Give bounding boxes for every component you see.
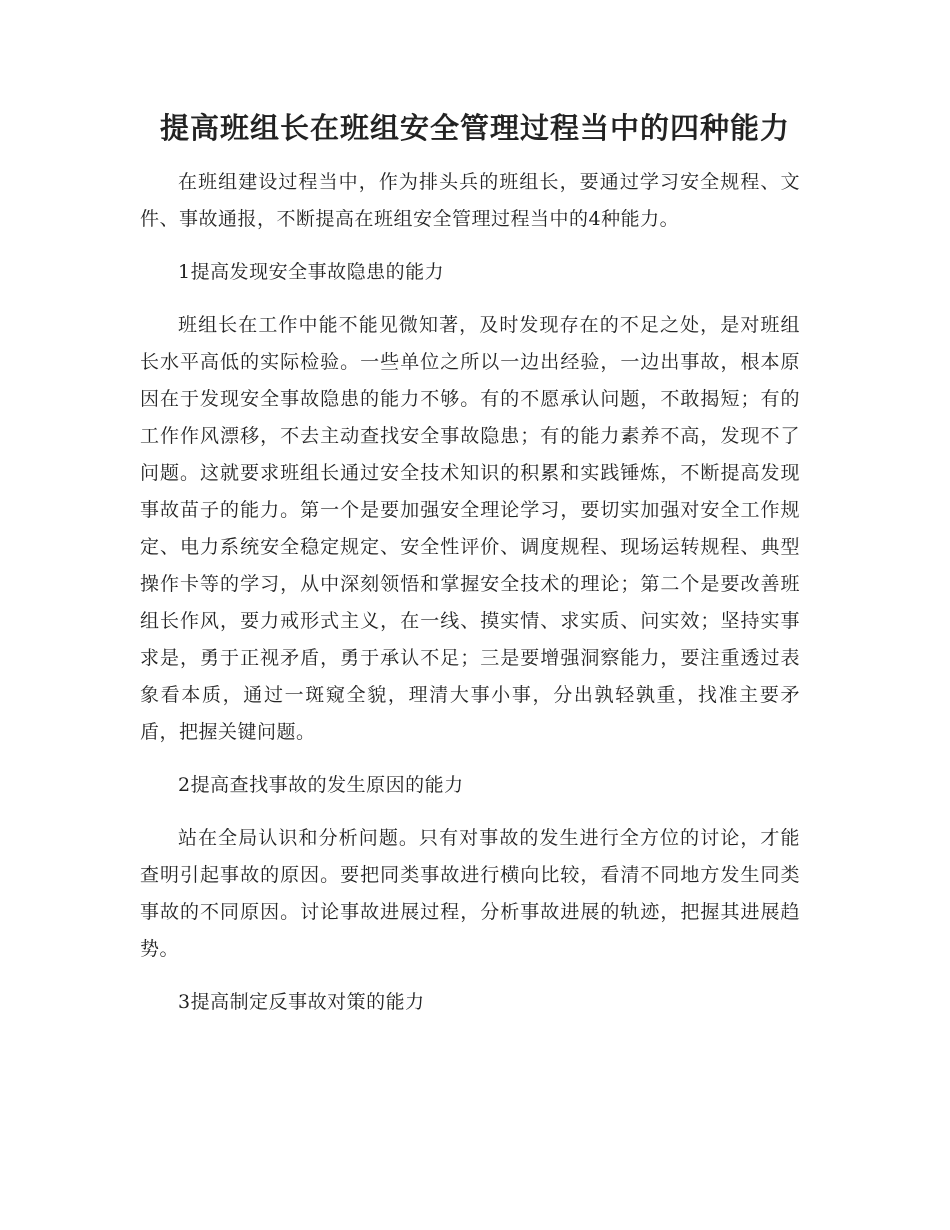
spacer [140, 751, 800, 767]
section-heading-3: 3提高制定反事故对策的能力 [178, 991, 425, 1013]
section-heading-1: 1提高发现安全事故隐患的能力 [178, 261, 445, 283]
intro-paragraph: 在班组建设过程当中，作为排头兵的班组长，要通过学习安全规程、文件、事故通报，不断提高在班组安全管理过程当中的4种能力。 [140, 171, 800, 230]
document-title: 提高班组长在班组安全管理过程当中的四种能力 [159, 111, 790, 145]
spacer [140, 238, 800, 254]
section-heading-2: 2提高查找事故的发生原因的能力 [178, 774, 464, 796]
section-body-2: 站在全局认识和分析问题。只有对事故的发生进行全方位的讨论，才能查明引起事故的原因。要把同类事故进行横向比较，看清不同地方发生同类事故的不同原因。讨论事故进展过程，分析事故进展的轨迹，把握其进展趋势。 [140, 827, 800, 960]
section-body-1: 班组长在工作中能不能见微知著，及时发现存在的不足之处，是对班组长水平高低的实际检验。一些单位之所以一边出经验，一边出事故，根本原因在于发现安全事故隐患的能力不够。有的不愿承认问题，不敢揭短；有的工作作风漂移，不去主动查找安全事故隐患；有的能力素养不高，发现不了问题。这就要求班组长通过安全技术知识的积累和实践锤炼，不断提高发现事故苗子的能力。第一个是要加强安全理论学习，要切实加强对安全工作规定、电力系统安全稳定规定、安全性评价、调度规程、现场运转规程、典型操作卡等的学习，从中深刻领悟和掌握安全技术的理论；第二个是要改善班组长作风，要力戒形式主义，在一线、摸实情、求实质、问实效；坚持实事求是，勇于正视矛盾，勇于承认不足；三是要增强洞察能力，要注重透过表象看本质，通过一斑窥全貌，理清大事小事，分出孰轻孰重，找准主要矛盾，把握关键问题。 [140, 314, 800, 743]
spacer [140, 968, 800, 984]
spacer [140, 804, 800, 820]
document-body [140, 164, 800, 1021]
spacer [140, 291, 800, 307]
